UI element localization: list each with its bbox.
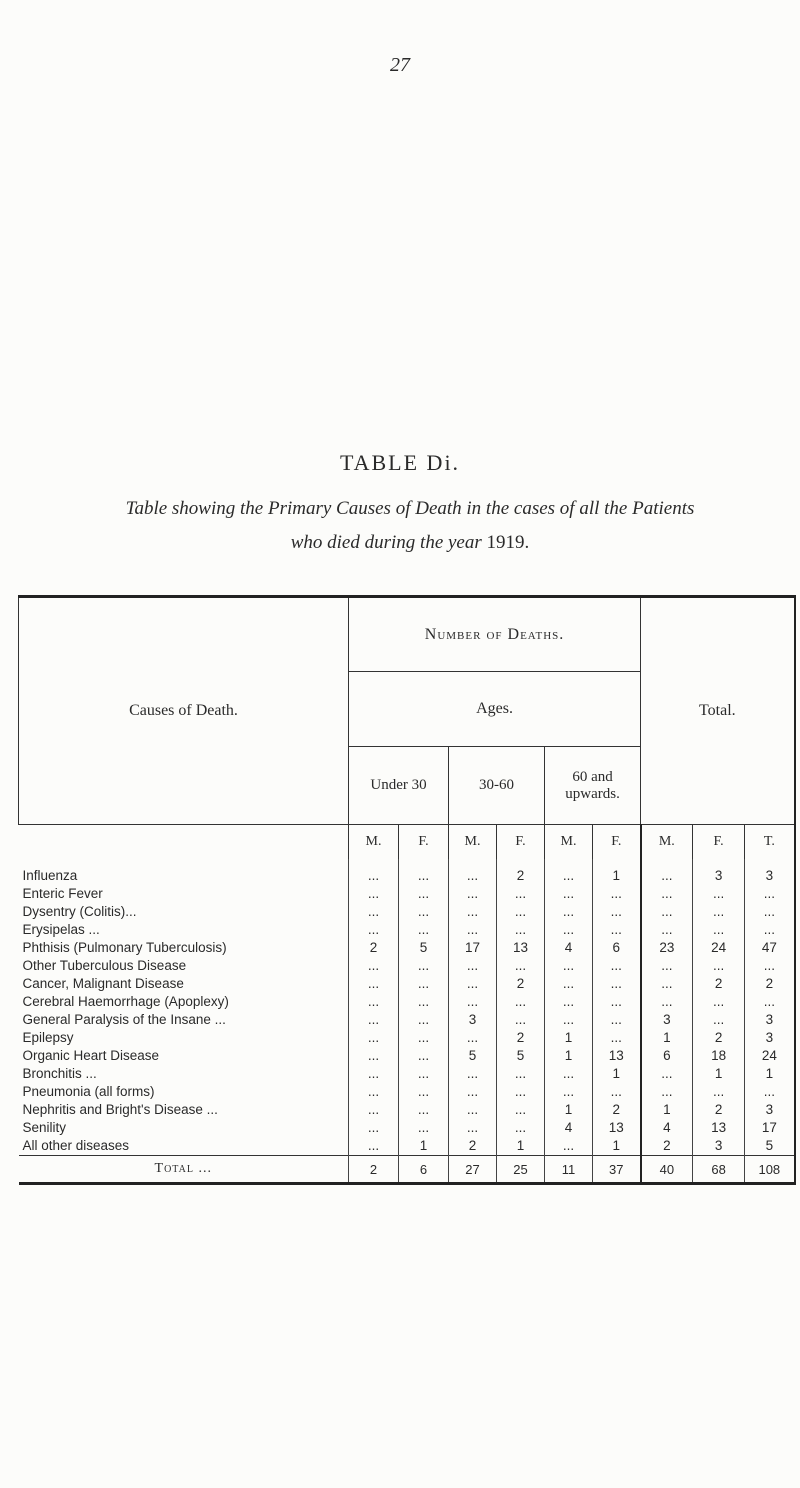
caption-year: 1919. [486,532,530,553]
count-cell: 2 [693,1101,745,1119]
table-row [19,939,795,957]
count-cell: ... [693,993,745,1011]
count-cell: ... [641,885,693,903]
table-row [19,1101,795,1119]
count-cell: ... [399,1065,449,1083]
count-cell: 13 [693,1119,745,1137]
count-cell: ... [745,903,795,921]
cause-cell [19,1101,349,1119]
count-cell: ... [545,903,593,921]
cause-cell [19,885,349,903]
count-cell: 17 [449,939,497,957]
count-cell: 1 [693,1065,745,1083]
number-of-deaths-header: Number of Deaths. [349,597,641,672]
count-cell: 2 [593,1101,641,1119]
count-cell: ... [349,1011,399,1029]
cause-cell [19,939,349,957]
count-cell: ... [497,1119,545,1137]
count-cell: ... [449,1029,497,1047]
count-cell: 24 [745,1047,795,1065]
cause-label: Cerebral Haemorrhage (Apoplexy) [22,994,229,1009]
count-cell: ... [349,1029,399,1047]
count-cell: 1 [593,859,641,885]
age-60-upwards-header: 60 and upwards. [545,747,641,825]
count-cell: ... [545,993,593,1011]
count-cell: ... [497,957,545,975]
count-cell: ... [399,859,449,885]
count-cell: ... [399,903,449,921]
subheader-m-0: M. [349,825,399,860]
cause-cell [19,921,349,939]
count-cell: ... [497,1065,545,1083]
count-cell: ... [545,1083,593,1101]
count-cell: 1 [745,1065,795,1083]
count-cell: ... [745,957,795,975]
count-cell: ... [593,957,641,975]
count-cell: 1 [545,1029,593,1047]
count-cell: 5 [497,1047,545,1065]
count-cell: 1 [641,1029,693,1047]
count-cell: ... [693,957,745,975]
count-cell: 5 [399,939,449,957]
count-cell: 2 [349,939,399,957]
count-cell: 13 [593,1119,641,1137]
table-row [19,975,795,993]
count-cell: 1 [593,1065,641,1083]
count-cell: ... [349,903,399,921]
count-cell: ... [497,1083,545,1101]
subheader-m-4: M. [545,825,593,860]
count-cell: ... [399,957,449,975]
table-row [19,885,795,903]
cause-label: Influenza [22,868,78,883]
count-cell: ... [399,1029,449,1047]
count-cell: 5 [745,1137,795,1156]
total-cell: 27 [449,1156,497,1184]
table-row [19,903,795,921]
ages-header: Ages. [349,672,641,747]
cause-cell [19,993,349,1011]
table-row [19,921,795,939]
count-cell: ... [745,885,795,903]
subheader-m-2: M. [449,825,497,860]
count-cell: 3 [641,1011,693,1029]
cause-cell [19,1065,349,1083]
count-cell: ... [449,885,497,903]
count-cell: 1 [545,1047,593,1065]
count-cell: ... [641,903,693,921]
count-cell: 4 [641,1119,693,1137]
total-cell: 37 [593,1156,641,1184]
count-cell: 3 [449,1011,497,1029]
count-cell: 2 [449,1137,497,1156]
count-cell: ... [545,1065,593,1083]
cause-cell [19,1047,349,1065]
causes-header: Causes of Death. [19,597,349,825]
count-cell: 2 [497,859,545,885]
count-cell: ... [497,903,545,921]
count-cell: ... [497,885,545,903]
count-cell: ... [449,1083,497,1101]
count-cell: ... [693,1083,745,1101]
count-cell: ... [449,993,497,1011]
total-cell: 2 [349,1156,399,1184]
total-cell: 68 [693,1156,745,1184]
count-cell: ... [545,975,593,993]
count-cell: ... [545,921,593,939]
count-cell: ... [399,1047,449,1065]
count-cell: ... [593,1011,641,1029]
count-cell: ... [693,885,745,903]
count-cell: 3 [693,859,745,885]
table-row [19,1083,795,1101]
count-cell: ... [349,957,399,975]
blank-subheader [19,825,349,860]
count-cell: ... [449,1119,497,1137]
cause-label: Cancer, Malignant Disease [22,976,184,991]
count-cell: 3 [745,1011,795,1029]
count-cell: 18 [693,1047,745,1065]
count-cell: 2 [745,975,795,993]
count-cell: ... [349,1137,399,1156]
count-cell: ... [349,1047,399,1065]
cause-label: All other diseases [22,1138,130,1153]
cause-label: Senility [22,1120,67,1135]
subheader-f-5: F. [593,825,641,860]
count-cell: ... [641,993,693,1011]
cause-cell [19,903,349,921]
count-cell: ... [349,859,399,885]
count-cell: ... [399,993,449,1011]
count-cell: ... [641,957,693,975]
count-cell: ... [449,1101,497,1119]
count-cell: 5 [449,1047,497,1065]
table-label: TABLE Di. [339,450,461,475]
count-cell: ... [593,903,641,921]
cause-label: Nephritis and Bright's Disease ... [22,1102,218,1117]
count-cell: ... [545,1011,593,1029]
table-row [19,859,795,885]
count-cell: 2 [497,975,545,993]
count-cell: 2 [693,1029,745,1047]
count-cell: ... [449,1065,497,1083]
count-cell: 24 [693,939,745,957]
count-cell: ... [449,975,497,993]
count-cell: ... [593,975,641,993]
cause-label: Pneumonia (all forms) [22,1084,155,1099]
count-cell: ... [693,921,745,939]
cause-label: Other Tuberculous Disease [22,958,187,973]
subheader-t-8: T. [745,825,795,860]
count-cell: ... [449,859,497,885]
count-cell: ... [349,1065,399,1083]
table-body [19,859,795,1156]
total-cell: 6 [399,1156,449,1184]
count-cell: ... [593,1083,641,1101]
cause-cell [19,975,349,993]
cause-cell [19,1029,349,1047]
count-cell: 1 [593,1137,641,1156]
count-cell: 2 [497,1029,545,1047]
count-cell: 23 [641,939,693,957]
count-cell: ... [693,1011,745,1029]
count-cell: ... [497,993,545,1011]
subheader-m-6: M. [641,825,693,860]
count-cell: ... [399,885,449,903]
count-cell: ... [641,975,693,993]
count-cell: ... [449,921,497,939]
count-cell: 13 [497,939,545,957]
page-number: 27 [390,54,410,76]
count-cell: 4 [545,939,593,957]
table-row [19,1065,795,1083]
count-cell: ... [545,957,593,975]
causes-of-death-table [18,595,796,1185]
count-cell: ... [545,859,593,885]
count-cell: ... [641,1083,693,1101]
count-cell: ... [399,1083,449,1101]
count-cell: ... [593,993,641,1011]
total-cell: 25 [497,1156,545,1184]
count-cell: 2 [641,1137,693,1156]
count-cell: 6 [641,1047,693,1065]
cause-label: Dysentry (Colitis)... [22,904,137,919]
count-cell: 3 [745,859,795,885]
count-cell: 4 [545,1119,593,1137]
subheader-f-1: F. [399,825,449,860]
total-cell: 108 [745,1156,795,1184]
count-cell: 47 [745,939,795,957]
count-cell: ... [399,975,449,993]
count-cell: ... [545,1137,593,1156]
count-cell: 6 [593,939,641,957]
count-cell: ... [641,1065,693,1083]
cause-cell [19,1011,349,1029]
table-row [19,1029,795,1047]
count-cell: ... [349,1119,399,1137]
cause-cell [19,1083,349,1101]
count-cell: ... [399,1011,449,1029]
table-row [19,957,795,975]
sex-subheader-row [19,825,795,860]
count-cell: ... [497,1101,545,1119]
count-cell: ... [745,993,795,1011]
cause-label: Enteric Fever [22,886,103,901]
count-cell: ... [449,903,497,921]
cause-cell [19,859,349,885]
table-row [19,1011,795,1029]
total-header: Total. [641,597,795,825]
count-cell: ... [593,885,641,903]
count-cell: ... [545,885,593,903]
table-row [19,1137,795,1156]
count-cell: ... [399,1119,449,1137]
age-under-30-header: Under 30 [349,747,449,825]
cause-label: Epilepsy [22,1030,74,1045]
subheader-f-3: F. [497,825,545,860]
table-caption-line-1: Table showing the Primary Causes of Death in the cases of all the Patients [125,498,695,519]
count-cell: ... [641,859,693,885]
count-cell: 1 [641,1101,693,1119]
count-cell: 3 [745,1101,795,1119]
count-cell: ... [497,1011,545,1029]
count-cell: ... [349,921,399,939]
count-cell: ... [349,1083,399,1101]
count-cell: ... [497,921,545,939]
count-cell: ... [399,1101,449,1119]
count-cell: 1 [497,1137,545,1156]
cause-label: Organic Heart Disease [22,1048,160,1063]
count-cell: 3 [693,1137,745,1156]
count-cell: ... [641,921,693,939]
count-cell: 2 [693,975,745,993]
count-cell: 13 [593,1047,641,1065]
count-cell: ... [593,1029,641,1047]
subheader-f-7: F. [693,825,745,860]
cause-label: General Paralysis of the Insane ... [22,1012,226,1027]
count-cell: 3 [745,1029,795,1047]
total-cell: 40 [641,1156,693,1184]
count-cell: ... [593,921,641,939]
cause-label: Bronchitis ... [22,1066,97,1081]
count-cell: ... [449,957,497,975]
count-cell: ... [399,921,449,939]
count-cell: ... [745,921,795,939]
count-cell: ... [349,885,399,903]
caption-text: who died during the year [290,532,487,553]
total-cell: 11 [545,1156,593,1184]
count-cell: 17 [745,1119,795,1137]
table-row [19,1047,795,1065]
cause-cell [19,957,349,975]
total-row [19,1156,795,1184]
count-cell: ... [349,975,399,993]
cause-label: Phthisis (Pulmonary Tuberculosis) [22,940,227,955]
cause-label: Erysipelas ... [22,922,100,937]
count-cell: ... [745,1083,795,1101]
cause-cell [19,1137,349,1156]
cause-cell [19,1119,349,1137]
count-cell: 1 [545,1101,593,1119]
count-cell: ... [349,993,399,1011]
count-cell: ... [349,1101,399,1119]
age-30-60-header: 30-60 [449,747,545,825]
table-row [19,1119,795,1137]
table-caption-line-2 [60,532,760,554]
count-cell: ... [693,903,745,921]
total-row-label: Total ... [19,1156,349,1184]
count-cell: 1 [399,1137,449,1156]
table-row [19,993,795,1011]
